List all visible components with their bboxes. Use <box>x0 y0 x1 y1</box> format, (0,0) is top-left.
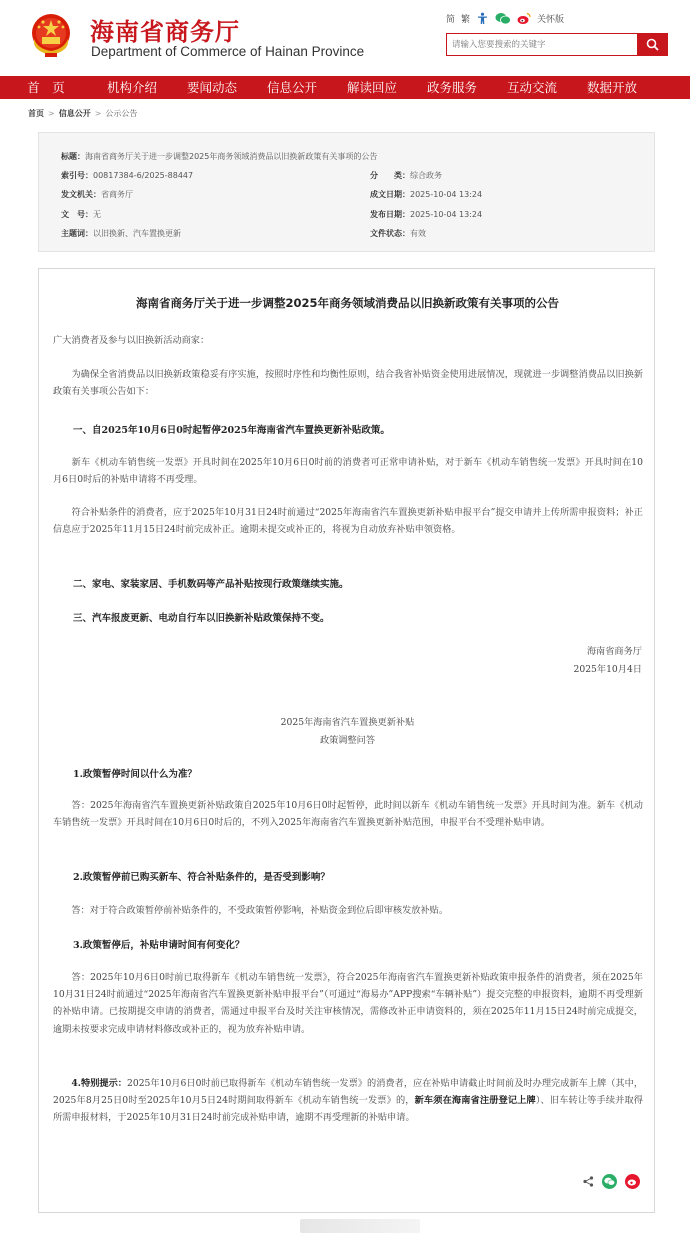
meta-created <box>370 189 482 200</box>
meta-status-value: 有效 <box>410 229 426 238</box>
meta-index-label: 索引号： <box>61 171 93 180</box>
meta-category <box>370 170 442 181</box>
search-icon <box>646 38 659 51</box>
meta-category-label: 分 类： <box>370 171 410 180</box>
meta-status <box>370 228 426 239</box>
search-box <box>446 33 668 56</box>
breadcrumb-info-disclosure[interactable]: 信息公开 <box>58 109 91 118</box>
meta-issuer-label: 发文机关： <box>61 190 101 199</box>
article-paragraph-2: 符合补贴条件的消费者，应于2025年10月31日24时前通过“2025年海南省汽车置换更新补贴申报平台”提交申请并上传所需申报资料；补正信息应于2025年11月15日24时前完成补正。逾期未提交或补正的，将视为自动放弃补贴申领资格。 <box>53 507 643 536</box>
breadcrumb-separator: > <box>48 109 55 118</box>
qa-special-note-part1: 2025年10月6日0时前已取得新车《机动车销售统一发票》的消费者，应在补贴申请截止时间前及时办理完成新车上牌（其中，2025年8月25日0时至2025年10月5日24时期间取得新车《机动车销售统一发票》的， <box>53 1078 644 1107</box>
meta-subject <box>61 228 181 239</box>
share-wechat-icon[interactable] <box>602 1174 617 1189</box>
qa-answer-3: 答：2025年10月6日0时前已取得新车《机动车销售统一发票》，符合2025年海南省汽车置换更新补贴政策申报条件的消费者，须在2025年10月31日24时前通过“2025年海南省汽车置换更新补贴申报平台”（可通过“海易办”APP搜索“车辆补贴”）提交完整的申报资料，逾期不再受理新的补贴申请。已按期提交申请的消费者，需通过申报平台及时关注审核情况，需修改补正申请资料的，须在2025年11月15日24时前完成提交，逾期未按要求完成申请材料修改或补正的，视为放弃补贴申请。 <box>53 972 643 1035</box>
qa-special-note-bold: 新车须在海南省注册登记上牌 <box>414 1095 536 1107</box>
qa-answer-2: 答：对于符合政策暂停前补贴条件的，不受政策暂停影响，补贴资金到位后即审核发放补贴。 <box>53 905 449 916</box>
weibo-icon[interactable] <box>517 12 531 25</box>
share-bar <box>583 1174 640 1189</box>
breadcrumb <box>28 108 137 119</box>
nav-organization[interactable]: 机构介绍 <box>106 80 157 95</box>
site-header <box>0 0 690 76</box>
qa-special-note-part2: ）、旧车转让等手续并取得所需申报材料，于2025年10月31日24时前完成补贴申请，逾期不再受理新的补贴申请。 <box>53 1095 643 1124</box>
meta-subject-value: 以旧换新、汽车置换更新 <box>93 229 181 238</box>
article-heading-2: 二、家电、家装家居、手机数码等产品补贴按现行政策继续实施。 <box>73 579 349 590</box>
qa-title-line1: 2025年海南省汽车置换更新补贴 <box>280 717 415 728</box>
nav-open-data[interactable]: 数据开放 <box>586 80 637 95</box>
qa-question-1: 1.政策暂停时间以什么为准？ <box>73 769 197 780</box>
meta-issuer-value: 省商务厅 <box>101 190 133 199</box>
article-heading-1: 一、自2025年10月6日0时起暂停2025年海南省汽车置换更新补贴政策。 <box>73 425 390 436</box>
article-paragraph-1: 新车《机动车销售统一发票》开具时间在2025年10月6日0时前的消费者可正常申请补贴，对于新车《机动车销售统一发票》开具时间在10月6日0时后的补贴申请将不再受理。 <box>53 457 643 486</box>
qa-special-note <box>53 1075 643 1127</box>
traditional-chinese-link[interactable]: 繁 <box>461 14 471 25</box>
site-title-english: Department of Commerce of Hainan Province <box>91 44 365 59</box>
share-weibo-icon[interactable] <box>625 1174 640 1189</box>
top-tools <box>446 10 564 26</box>
breadcrumb-home[interactable]: 首页 <box>28 109 44 118</box>
care-mode-link[interactable]: 关怀版 <box>537 14 565 25</box>
document-meta-box <box>38 132 655 252</box>
meta-docno <box>61 209 101 220</box>
nav-news[interactable]: 要闻动态 <box>186 80 237 95</box>
national-emblem-icon[interactable] <box>26 11 76 61</box>
nav-gov-services[interactable]: 政务服务 <box>426 80 477 95</box>
meta-status-label: 文件状态： <box>370 229 410 238</box>
meta-published-value: 2025-10-04 13:24 <box>410 210 483 219</box>
nav-home[interactable]: 首 页 <box>27 80 65 95</box>
qa-answer-1: 答：2025年海南省汽车置换更新补贴政策自2025年10月6日0时起暂停，此时间以新车《机动车销售统一发票》开具时间为准。新车《机动车销售统一发票》开具时间在10月6日0时后的，不列入2025年海南省汽车置换更新补贴范围，申报平台不受理补贴申请。 <box>53 800 643 829</box>
site-title[interactable]: 海南省商务厅 <box>90 18 240 46</box>
accessibility-icon[interactable] <box>476 12 489 25</box>
article-title: 海南省商务厅关于进一步调整2025年商务领域消费品以旧换新政策有关事项的公告 <box>135 296 559 310</box>
bottom-scroll-indicator <box>300 1219 420 1233</box>
article-salutation: 广大消费者及参与以旧换新活动商家： <box>53 335 210 346</box>
search-input[interactable] <box>447 34 637 55</box>
article-signature-org: 海南省商务厅 <box>586 646 642 657</box>
meta-category-value: 综合政务 <box>410 171 442 180</box>
qa-question-3: 3.政策暂停后，补贴申请时间有何变化？ <box>73 940 245 951</box>
search-button[interactable] <box>637 34 667 55</box>
wechat-icon[interactable] <box>495 12 511 25</box>
qa-special-note-lead: 4.特别提示： <box>71 1078 128 1089</box>
article-heading-3: 三、汽车报废更新、电动自行车以旧换新补贴政策保持不变。 <box>73 613 330 624</box>
article-container <box>38 268 655 1213</box>
meta-issuer <box>61 189 133 200</box>
meta-index <box>61 170 193 181</box>
nav-interaction[interactable]: 互动交流 <box>506 80 557 95</box>
simplified-chinese-link[interactable]: 简 <box>446 14 456 25</box>
article-signature-date: 2025年10月4日 <box>573 664 642 675</box>
article-intro: 为确保全省消费品以旧换新政策稳妥有序实施，按照时序性和均衡性原则，结合我省补贴资金使用进展情况，现就进一步调整消费品以旧换新政策有关事项公告如下： <box>53 369 643 398</box>
share-icon[interactable] <box>583 1176 594 1187</box>
meta-index-value: 00817384-6/2025-88447 <box>93 171 194 180</box>
meta-published-label: 发布日期： <box>370 210 410 219</box>
nav-info-disclosure[interactable]: 信息公开 <box>266 80 317 95</box>
qa-title-line2: 政策调整问答 <box>319 735 376 746</box>
meta-subject-label: 主题词： <box>61 229 93 238</box>
meta-created-value: 2025-10-04 13:24 <box>410 190 483 199</box>
breadcrumb-separator: > <box>94 109 102 118</box>
meta-docno-value: 无 <box>93 210 101 219</box>
meta-title <box>61 151 377 162</box>
nav-interpretation[interactable]: 解读回应 <box>346 80 397 95</box>
meta-docno-label: 文 号： <box>61 210 93 219</box>
breadcrumb-current[interactable]: 公示公告 <box>105 109 138 118</box>
meta-title-value: 海南省商务厅关于进一步调整2025年商务领域消费品以旧换新政策有关事项的公告 <box>85 152 378 161</box>
meta-title-label: 标题： <box>61 152 85 161</box>
meta-published <box>370 209 482 220</box>
meta-created-label: 成文日期： <box>370 190 410 199</box>
main-nav <box>0 76 690 99</box>
qa-question-2: 2.政策暂停前已购买新车、符合补贴条件的，是否受到影响？ <box>73 872 330 883</box>
